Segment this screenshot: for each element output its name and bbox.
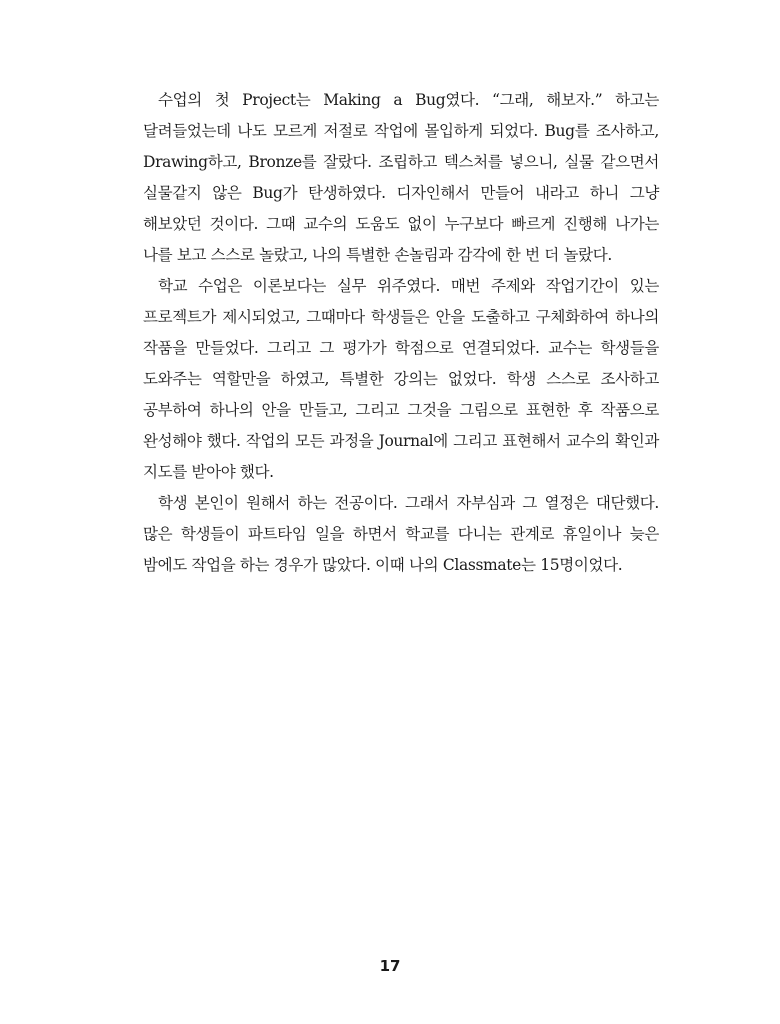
body-text xyxy=(143,85,659,581)
paragraph-2: 학교 수업은 이론보다는 실무 위주였다. 매번 주제와 작업기간이 있는 프로젝트가 제시되었고, 그때마다 학생들은 안을 도출하고 구체화하여 하나의 작품을 만들었다. 그리고 그 평가가 학점으로 연결되었다. 교수는 학생들을 도와주는 역할만을 하였고, 특별한 강의는 없었다. 학생 스스로 조사하고 공부하여 하나의 안을 만들고, 그리고 그것을 그림으로 표현한 후 작품으로 완성해야 했다. 작업의 모든 과정을 Journal에 그리고 표현해서 교수의 확인과 지도를 받아야 했다. xyxy=(143,277,659,481)
page-number: 17 xyxy=(379,957,401,975)
paragraph-1: 수업의 첫 Project는 Making a Bug였다. “그래, 해보자.” 하고는 달려들었는데 나도 모르게 저절로 작업에 몰입하게 되었다. Bug를 조사하고, Drawing하고, Bronze를 잘랐다. 조립하고 텍스처를 넣으니, 실물 같으면서 실물같지 않은 Bug가 탄생하였다. 디자인해서 만들어 내라고 하니 그냥 해보았던 것이다. 그때 교수의 도움도 없이 누구보다 빠르게 진행해 나가는 나를 보고 스스로 놀랐고, 나의 특별한 손놀림과 감각에 한 번 더 놀랐다. xyxy=(143,91,659,264)
paragraph-3: 학생 본인이 원해서 하는 전공이다. 그래서 자부심과 그 열정은 대단했다. 많은 학생들이 파트타임 일을 하면서 학교를 다니는 관계로 휴일이나 늦은 밤에도 작업을 하는 경우가 많았다. 이때 나의 Classmate는 15명이었다. xyxy=(143,494,659,574)
